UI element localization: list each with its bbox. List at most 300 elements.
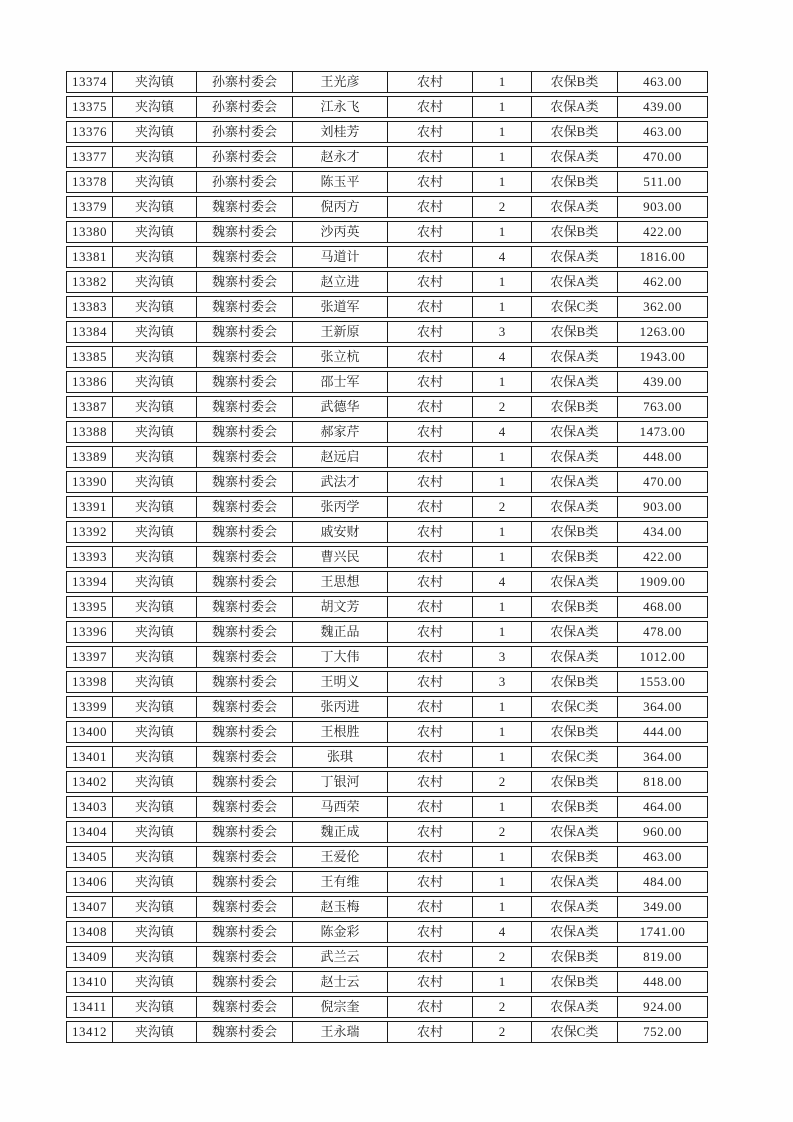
cell-village-committee: 魏寨村委会 (197, 572, 293, 592)
cell-amount: 1263.00 (639, 324, 686, 339)
cell-count: 2 (473, 822, 532, 842)
cell-category: 农村 (388, 497, 473, 517)
table-row (66, 971, 708, 993)
cell-town: 夹沟镇 (113, 72, 197, 92)
cell-village-committee: 魏寨村委会 (197, 247, 293, 267)
cell-amount: 1816.00 (639, 249, 686, 264)
cell-insurance-type: 农保A类 (532, 422, 618, 442)
table-row (66, 396, 708, 418)
cell-person-name: 陈金彩 (293, 922, 388, 942)
cell-amount: 903.00 (643, 199, 682, 214)
table-row (66, 621, 708, 643)
cell-count: 1 (473, 622, 532, 642)
cell-insurance-type: 农保A类 (532, 872, 618, 892)
table-row (66, 321, 708, 343)
cell-category: 农村 (388, 797, 473, 817)
cell-amount: 444.00 (643, 724, 682, 739)
cell-serial: 13395 (67, 597, 113, 617)
cell-village-committee: 魏寨村委会 (197, 697, 293, 717)
table-row (66, 896, 708, 918)
cell-amount: 463.00 (643, 74, 682, 89)
table-row (66, 996, 708, 1018)
cell-insurance-type: 农保A类 (532, 197, 618, 217)
cell-village-committee: 魏寨村委会 (197, 522, 293, 542)
cell-category: 农村 (388, 372, 473, 392)
cell-count: 1 (473, 147, 532, 167)
cell-category: 农村 (388, 897, 473, 917)
cell-person-name: 丁银河 (293, 772, 388, 792)
cell-village-committee: 魏寨村委会 (197, 797, 293, 817)
cell-serial: 13381 (67, 247, 113, 267)
cell-count: 4 (473, 247, 532, 267)
cell-count: 2 (473, 1022, 532, 1042)
cell-category: 农村 (388, 697, 473, 717)
cell-insurance-type: 农保B类 (532, 722, 618, 742)
cell-insurance-type: 农保B类 (532, 597, 618, 617)
cell-insurance-type: 农保A类 (532, 97, 618, 117)
cell-village-committee: 魏寨村委会 (197, 1022, 293, 1042)
cell-village-committee: 魏寨村委会 (197, 622, 293, 642)
cell-village-committee: 魏寨村委会 (197, 447, 293, 467)
cell-insurance-type: 农保C类 (532, 747, 618, 767)
cell-serial: 13375 (67, 97, 113, 117)
cell-town: 夹沟镇 (113, 572, 197, 592)
cell-category: 农村 (388, 822, 473, 842)
cell-person-name: 王有维 (293, 872, 388, 892)
cell-person-name: 陈玉平 (293, 172, 388, 192)
table-row (66, 671, 708, 693)
cell-category: 农村 (388, 522, 473, 542)
cell-town: 夹沟镇 (113, 97, 197, 117)
cell-serial: 13407 (67, 897, 113, 917)
cell-amount: 1943.00 (639, 349, 686, 364)
cell-category: 农村 (388, 872, 473, 892)
cell-town: 夹沟镇 (113, 222, 197, 242)
cell-town: 夹沟镇 (113, 297, 197, 317)
table-row (66, 746, 708, 768)
cell-person-name: 邵士军 (293, 372, 388, 392)
cell-insurance-type: 农保A类 (532, 622, 618, 642)
cell-town: 夹沟镇 (113, 247, 197, 267)
cell-insurance-type: 农保A类 (532, 822, 618, 842)
cell-category: 农村 (388, 422, 473, 442)
cell-amount: 484.00 (643, 874, 682, 889)
cell-serial: 13378 (67, 172, 113, 192)
cell-serial: 13398 (67, 672, 113, 692)
cell-village-committee: 魏寨村委会 (197, 672, 293, 692)
cell-amount: 448.00 (643, 449, 682, 464)
cell-amount: 462.00 (643, 274, 682, 289)
cell-insurance-type: 农保B类 (532, 322, 618, 342)
cell-serial: 13401 (67, 747, 113, 767)
cell-category: 农村 (388, 847, 473, 867)
cell-category: 农村 (388, 772, 473, 792)
cell-village-committee: 魏寨村委会 (197, 597, 293, 617)
cell-person-name: 倪丙方 (293, 197, 388, 217)
cell-count: 3 (473, 672, 532, 692)
cell-village-committee: 魏寨村委会 (197, 272, 293, 292)
cell-person-name: 赵远启 (293, 447, 388, 467)
table-row (66, 71, 708, 93)
cell-serial: 13388 (67, 422, 113, 442)
cell-village-committee: 孙寨村委会 (197, 172, 293, 192)
cell-category: 农村 (388, 672, 473, 692)
cell-person-name: 武法才 (293, 472, 388, 492)
cell-town: 夹沟镇 (113, 672, 197, 692)
cell-person-name: 王爱伦 (293, 847, 388, 867)
cell-category: 农村 (388, 922, 473, 942)
cell-category: 农村 (388, 347, 473, 367)
cell-category: 农村 (388, 622, 473, 642)
cell-serial: 13392 (67, 522, 113, 542)
cell-count: 1 (473, 97, 532, 117)
cell-town: 夹沟镇 (113, 847, 197, 867)
cell-person-name: 刘桂芳 (293, 122, 388, 142)
cell-amount: 468.00 (643, 599, 682, 614)
cell-serial: 13406 (67, 872, 113, 892)
cell-town: 夹沟镇 (113, 497, 197, 517)
cell-category: 农村 (388, 947, 473, 967)
cell-serial: 13386 (67, 372, 113, 392)
cell-town: 夹沟镇 (113, 347, 197, 367)
cell-count: 1 (473, 72, 532, 92)
cell-category: 农村 (388, 972, 473, 992)
cell-insurance-type: 农保A类 (532, 922, 618, 942)
table-row (66, 446, 708, 468)
cell-count: 1 (473, 747, 532, 767)
cell-person-name: 王根胜 (293, 722, 388, 742)
cell-serial: 13409 (67, 947, 113, 967)
table-row (66, 796, 708, 818)
cell-insurance-type: 农保B类 (532, 672, 618, 692)
cell-insurance-type: 农保C类 (532, 1022, 618, 1042)
cell-insurance-type: 农保B类 (532, 172, 618, 192)
cell-person-name: 张道军 (293, 297, 388, 317)
cell-count: 1 (473, 897, 532, 917)
cell-amount: 463.00 (643, 849, 682, 864)
cell-person-name: 武德华 (293, 397, 388, 417)
cell-person-name: 戚安财 (293, 522, 388, 542)
cell-insurance-type: 农保B类 (532, 122, 618, 142)
cell-person-name: 赵玉梅 (293, 897, 388, 917)
cell-amount: 818.00 (643, 774, 682, 789)
cell-count: 2 (473, 997, 532, 1017)
cell-amount: 362.00 (643, 299, 682, 314)
cell-category: 农村 (388, 72, 473, 92)
cell-amount: 439.00 (643, 374, 682, 389)
cell-town: 夹沟镇 (113, 522, 197, 542)
cell-insurance-type: 农保A类 (532, 147, 618, 167)
cell-count: 1 (473, 122, 532, 142)
cell-town: 夹沟镇 (113, 722, 197, 742)
cell-serial: 13408 (67, 922, 113, 942)
cell-category: 农村 (388, 747, 473, 767)
cell-person-name: 江永飞 (293, 97, 388, 117)
cell-category: 农村 (388, 447, 473, 467)
cell-town: 夹沟镇 (113, 822, 197, 842)
cell-category: 农村 (388, 397, 473, 417)
cell-person-name: 赵士云 (293, 972, 388, 992)
cell-serial: 13387 (67, 397, 113, 417)
cell-person-name: 马西荣 (293, 797, 388, 817)
cell-amount: 448.00 (643, 974, 682, 989)
cell-person-name: 张丙学 (293, 497, 388, 517)
cell-amount: 511.00 (643, 174, 682, 189)
cell-count: 2 (473, 197, 532, 217)
cell-person-name: 王新原 (293, 322, 388, 342)
cell-town: 夹沟镇 (113, 372, 197, 392)
cell-town: 夹沟镇 (113, 772, 197, 792)
cell-town: 夹沟镇 (113, 397, 197, 417)
cell-category: 农村 (388, 322, 473, 342)
cell-village-committee: 孙寨村委会 (197, 97, 293, 117)
cell-village-committee: 魏寨村委会 (197, 747, 293, 767)
cell-village-committee: 魏寨村委会 (197, 322, 293, 342)
table-row (66, 296, 708, 318)
cell-amount: 819.00 (643, 949, 682, 964)
table-row (66, 421, 708, 443)
table-row (66, 496, 708, 518)
cell-serial: 13385 (67, 347, 113, 367)
table-row (66, 921, 708, 943)
cell-town: 夹沟镇 (113, 197, 197, 217)
cell-count: 4 (473, 347, 532, 367)
cell-insurance-type: 农保B类 (532, 847, 618, 867)
cell-town: 夹沟镇 (113, 272, 197, 292)
cell-category: 农村 (388, 247, 473, 267)
table-row (66, 246, 708, 268)
cell-serial: 13379 (67, 197, 113, 217)
cell-amount: 434.00 (643, 524, 682, 539)
cell-amount: 470.00 (643, 149, 682, 164)
cell-serial: 13377 (67, 147, 113, 167)
cell-category: 农村 (388, 172, 473, 192)
cell-serial: 13384 (67, 322, 113, 342)
cell-town: 夹沟镇 (113, 472, 197, 492)
cell-amount: 1012.00 (639, 649, 686, 664)
cell-town: 夹沟镇 (113, 1022, 197, 1042)
cell-serial: 13410 (67, 972, 113, 992)
cell-amount: 1473.00 (639, 424, 686, 439)
cell-serial: 13403 (67, 797, 113, 817)
cell-village-committee: 魏寨村委会 (197, 647, 293, 667)
cell-insurance-type: 农保A类 (532, 897, 618, 917)
cell-category: 农村 (388, 222, 473, 242)
cell-count: 1 (473, 797, 532, 817)
cell-category: 农村 (388, 1022, 473, 1042)
cell-category: 农村 (388, 472, 473, 492)
cell-amount: 422.00 (643, 549, 682, 564)
cell-person-name: 倪宗奎 (293, 997, 388, 1017)
cell-count: 2 (473, 497, 532, 517)
cell-category: 农村 (388, 122, 473, 142)
cell-category: 农村 (388, 297, 473, 317)
table-row (66, 471, 708, 493)
cell-serial: 13393 (67, 547, 113, 567)
cell-person-name: 王思想 (293, 572, 388, 592)
cell-town: 夹沟镇 (113, 597, 197, 617)
cell-category: 农村 (388, 722, 473, 742)
cell-insurance-type: 农保A类 (532, 497, 618, 517)
cell-insurance-type: 农保B类 (532, 947, 618, 967)
cell-serial: 13402 (67, 772, 113, 792)
cell-count: 4 (473, 422, 532, 442)
cell-village-committee: 魏寨村委会 (197, 547, 293, 567)
cell-town: 夹沟镇 (113, 172, 197, 192)
cell-count: 4 (473, 572, 532, 592)
cell-village-committee: 魏寨村委会 (197, 922, 293, 942)
table-row (66, 596, 708, 618)
cell-count: 1 (473, 222, 532, 242)
cell-village-committee: 魏寨村委会 (197, 497, 293, 517)
cell-town: 夹沟镇 (113, 872, 197, 892)
cell-amount: 364.00 (643, 699, 682, 714)
cell-village-committee: 魏寨村委会 (197, 772, 293, 792)
cell-count: 1 (473, 522, 532, 542)
cell-amount: 903.00 (643, 499, 682, 514)
cell-village-committee: 魏寨村委会 (197, 897, 293, 917)
cell-person-name: 王光彦 (293, 72, 388, 92)
cell-village-committee: 魏寨村委会 (197, 472, 293, 492)
cell-village-committee: 魏寨村委会 (197, 997, 293, 1017)
cell-amount: 752.00 (643, 1024, 682, 1039)
cell-insurance-type: 农保B类 (532, 772, 618, 792)
cell-person-name: 曹兴民 (293, 547, 388, 567)
cell-town: 夹沟镇 (113, 697, 197, 717)
cell-town: 夹沟镇 (113, 622, 197, 642)
cell-serial: 13374 (67, 72, 113, 92)
cell-count: 1 (473, 597, 532, 617)
cell-serial: 13411 (67, 997, 113, 1017)
cell-insurance-type: 农保A类 (532, 447, 618, 467)
cell-amount: 960.00 (643, 824, 682, 839)
cell-insurance-type: 农保B类 (532, 797, 618, 817)
cell-village-committee: 魏寨村委会 (197, 397, 293, 417)
cell-town: 夹沟镇 (113, 947, 197, 967)
cell-village-committee: 魏寨村委会 (197, 822, 293, 842)
cell-town: 夹沟镇 (113, 797, 197, 817)
cell-insurance-type: 农保C类 (532, 297, 618, 317)
cell-town: 夹沟镇 (113, 147, 197, 167)
cell-insurance-type: 农保A类 (532, 472, 618, 492)
cell-person-name: 魏正品 (293, 622, 388, 642)
cell-count: 1 (473, 872, 532, 892)
cell-count: 2 (473, 772, 532, 792)
cell-serial: 13400 (67, 722, 113, 742)
cell-person-name: 王明义 (293, 672, 388, 692)
cell-insurance-type: 农保C类 (532, 697, 618, 717)
cell-serial: 13404 (67, 822, 113, 842)
cell-village-committee: 魏寨村委会 (197, 222, 293, 242)
cell-category: 农村 (388, 547, 473, 567)
cell-person-name: 赵立进 (293, 272, 388, 292)
cell-village-committee: 魏寨村委会 (197, 297, 293, 317)
table-row (66, 171, 708, 193)
cell-village-committee: 魏寨村委会 (197, 722, 293, 742)
cell-count: 1 (473, 847, 532, 867)
cell-serial: 13380 (67, 222, 113, 242)
cell-amount: 1741.00 (639, 924, 686, 939)
cell-count: 1 (473, 372, 532, 392)
cell-serial: 13412 (67, 1022, 113, 1042)
cell-person-name: 武兰云 (293, 947, 388, 967)
cell-village-committee: 孙寨村委会 (197, 72, 293, 92)
cell-count: 4 (473, 922, 532, 942)
cell-village-committee: 魏寨村委会 (197, 372, 293, 392)
table-row (66, 271, 708, 293)
cell-count: 1 (473, 472, 532, 492)
cell-category: 农村 (388, 97, 473, 117)
cell-serial: 13397 (67, 647, 113, 667)
cell-serial: 13383 (67, 297, 113, 317)
cell-town: 夹沟镇 (113, 747, 197, 767)
cell-amount: 464.00 (643, 799, 682, 814)
cell-town: 夹沟镇 (113, 422, 197, 442)
table-row (66, 121, 708, 143)
cell-count: 2 (473, 397, 532, 417)
table-row (66, 696, 708, 718)
cell-amount: 924.00 (643, 999, 682, 1014)
cell-town: 夹沟镇 (113, 122, 197, 142)
cell-serial: 13389 (67, 447, 113, 467)
cell-village-committee: 魏寨村委会 (197, 422, 293, 442)
cell-count: 1 (473, 722, 532, 742)
table-row (66, 96, 708, 118)
cell-village-committee: 魏寨村委会 (197, 197, 293, 217)
table-row (66, 521, 708, 543)
cell-count: 1 (473, 297, 532, 317)
cell-amount: 422.00 (643, 224, 682, 239)
table-row (66, 221, 708, 243)
table-row (66, 721, 708, 743)
cell-insurance-type: 农保A类 (532, 247, 618, 267)
cell-insurance-type: 农保A类 (532, 372, 618, 392)
cell-serial: 13399 (67, 697, 113, 717)
table-row (66, 821, 708, 843)
cell-insurance-type: 农保A类 (532, 572, 618, 592)
cell-amount: 364.00 (643, 749, 682, 764)
cell-person-name: 郝家芹 (293, 422, 388, 442)
cell-amount: 470.00 (643, 474, 682, 489)
cell-person-name: 赵永才 (293, 147, 388, 167)
cell-serial: 13382 (67, 272, 113, 292)
cell-amount: 439.00 (643, 99, 682, 114)
cell-insurance-type: 农保A类 (532, 997, 618, 1017)
table-row (66, 346, 708, 368)
cell-amount: 463.00 (643, 124, 682, 139)
cell-insurance-type: 农保B类 (532, 972, 618, 992)
cell-person-name: 马道计 (293, 247, 388, 267)
cell-insurance-type: 农保A类 (532, 272, 618, 292)
table-row (66, 646, 708, 668)
cell-serial: 13390 (67, 472, 113, 492)
cell-person-name: 沙丙英 (293, 222, 388, 242)
records-table (66, 71, 708, 1043)
cell-person-name: 张丙进 (293, 697, 388, 717)
cell-person-name: 魏正成 (293, 822, 388, 842)
cell-category: 农村 (388, 597, 473, 617)
cell-person-name: 王永瑞 (293, 1022, 388, 1042)
cell-count: 1 (473, 447, 532, 467)
cell-insurance-type: 农保B类 (532, 222, 618, 242)
cell-town: 夹沟镇 (113, 922, 197, 942)
cell-count: 1 (473, 972, 532, 992)
cell-person-name: 丁大伟 (293, 647, 388, 667)
cell-town: 夹沟镇 (113, 447, 197, 467)
cell-serial: 13394 (67, 572, 113, 592)
table-row (66, 371, 708, 393)
cell-insurance-type: 农保A类 (532, 647, 618, 667)
